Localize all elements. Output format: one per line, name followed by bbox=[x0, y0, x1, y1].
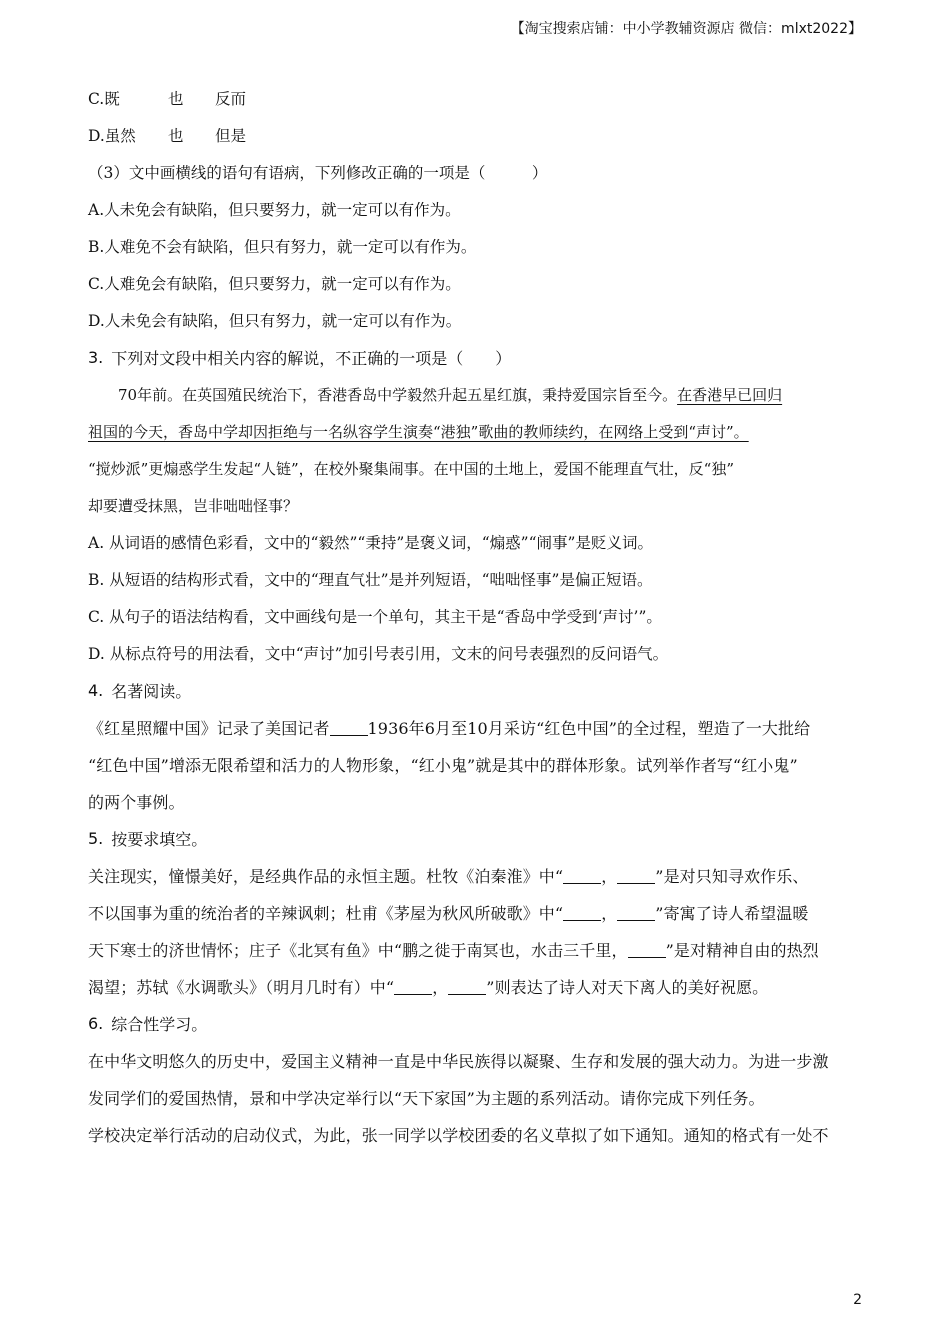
page-number: 2 bbox=[853, 1292, 862, 1308]
q3-option-d: D. 从标点符号的用法看，文中“声讨”加引号表引用，文末的问号表强烈的反问语气。 bbox=[88, 644, 669, 663]
q5-title bbox=[88, 820, 864, 857]
question-number: 5. bbox=[88, 829, 104, 848]
paragraph-text: 不以国事为重的统治者的辛辣讽刺；杜甫《茅屋为秋风所破歌》中“ bbox=[88, 904, 564, 923]
q3-option-b: B. 从短语的结构形式看，文中的“理直气壮”是并列短语，“咄咄怪事”是偏正短语。 bbox=[88, 570, 653, 589]
fill-blank[interactable] bbox=[394, 978, 432, 995]
q2-3-stem: （3）文中画横线的语句有语病，下列修改正确的一项是（ ） bbox=[88, 163, 548, 182]
paragraph-text: ”是对只知寻欢作乐、 bbox=[655, 867, 809, 886]
q3-passage-line-2 bbox=[88, 413, 864, 450]
q5-line-3 bbox=[88, 931, 864, 968]
question-number: 3. bbox=[88, 348, 104, 367]
q3-option-a: A. 从词语的感情色彩看，文中的“毅然”“秉持”是褒义词，“煽惑”“闹事”是贬义词。 bbox=[88, 533, 653, 552]
question-text: 名著阅读。 bbox=[111, 682, 192, 701]
option-text: 但是 bbox=[215, 126, 247, 145]
q6-title bbox=[88, 1005, 864, 1042]
q3-passage-line-3: “搅炒派”更煽惑学生发起“人链”，在校外聚集闹事。在中国的土地上，爱国不能理直气壮，反“独” bbox=[88, 460, 735, 478]
fill-blank[interactable] bbox=[448, 978, 486, 995]
document-body bbox=[88, 80, 864, 1153]
q2-3-option-c: C.人难免会有缺陷，但只要努力，就一定可以有作为。 bbox=[88, 274, 461, 293]
paragraph-text: 关注现实，憧憬美好，是经典作品的永恒主题。杜牧《泊秦淮》中“ bbox=[88, 867, 564, 886]
option-text: C.既 bbox=[88, 89, 120, 108]
q4-line-3: 的两个事例。 bbox=[88, 793, 185, 812]
q3-passage-line-1 bbox=[88, 376, 864, 413]
question-number: 6. bbox=[88, 1014, 104, 1033]
q6-line-2: 发同学们的爱国热情，景和中学决定举行以“天下家国”为主题的系列活动。请你完成下列任务。 bbox=[88, 1089, 765, 1108]
paragraph-text: 《红星照耀中国》记录了美国记者 bbox=[88, 719, 330, 738]
paragraph-text: 渴望；苏轼《水调歌头》（明月几时有）中“ bbox=[88, 978, 395, 997]
question-text: 综合性学习。 bbox=[111, 1015, 208, 1034]
option-text: 也 bbox=[168, 89, 184, 108]
option-d-prev bbox=[88, 117, 864, 154]
question-number: 4. bbox=[88, 681, 104, 700]
paragraph-text: 1936年6月至10月采访“红色中国”的全过程，塑造了一大批给 bbox=[367, 719, 811, 738]
q2-3-option-a: A.人未免会有缺陷，但只要努力，就一定可以有作为。 bbox=[88, 200, 461, 219]
q5-line-4 bbox=[88, 968, 864, 1005]
fill-blank[interactable] bbox=[617, 904, 655, 921]
underlined-sentence: 祖国的今天，香岛中学却因拒绝与一名纵容学生演奏“港独”歌曲的教师续约，在网络上受到“声讨”。 bbox=[88, 423, 749, 441]
q2-3-option-b: B.人难免不会有缺陷，但只有努力，就一定可以有作为。 bbox=[88, 237, 477, 256]
fill-blank[interactable] bbox=[563, 867, 601, 884]
q4-title bbox=[88, 672, 864, 709]
q6-line-3: 学校决定举行活动的启动仪式，为此，张一同学以学校团委的名义草拟了如下通知。通知的格式有一处不 bbox=[88, 1126, 829, 1145]
paragraph-text: ”是对精神自由的热烈 bbox=[665, 941, 819, 960]
paragraph-text: ”寄寓了诗人希望温暖 bbox=[655, 904, 809, 923]
fill-blank[interactable] bbox=[617, 867, 655, 884]
option-text: 也 bbox=[168, 126, 184, 145]
paragraph-text: 天下寒士的济世情怀；庄子《北冥有鱼》中“鹏之徙于南冥也，水击三千里， bbox=[88, 941, 628, 960]
underlined-sentence: 在香港早已回归 bbox=[677, 386, 783, 404]
passage-text: 70年前。在英国殖民统治下，香港香岛中学毅然升起五星红旗，秉持爱国宗旨至今。 bbox=[118, 386, 678, 404]
paragraph-text: ， bbox=[601, 904, 618, 923]
fill-blank[interactable] bbox=[563, 904, 601, 921]
option-text: 反而 bbox=[215, 89, 247, 108]
fill-blank[interactable] bbox=[628, 941, 666, 958]
question-text: 按要求填空。 bbox=[111, 830, 208, 849]
q3-passage-line-4: 却要遭受抹黑，岂非咄咄怪事？ bbox=[88, 497, 299, 515]
page-header: 【淘宝搜索店铺：中小学教辅资源店 微信：mlxt2022】 bbox=[510, 21, 862, 37]
q4-line-2: “红色中国”增添无限希望和活力的人物形象，“红小鬼”就是其中的群体形象。试列举作者写“红小鬼” bbox=[88, 756, 798, 775]
q2-3-option-d: D.人未免会有缺陷，但只有努力，就一定可以有作为。 bbox=[88, 311, 462, 330]
paragraph-text: ， bbox=[601, 867, 618, 886]
option-c-prev bbox=[88, 80, 864, 117]
q4-line-1 bbox=[88, 709, 864, 746]
q5-line-1 bbox=[88, 857, 864, 894]
option-text: D.虽然 bbox=[88, 126, 136, 145]
q5-line-2 bbox=[88, 894, 864, 931]
paragraph-text: ， bbox=[432, 978, 449, 997]
question-text: 下列对文段中相关内容的解说，不正确的一项是（ ） bbox=[111, 349, 512, 368]
paragraph-text: ”则表达了诗人对天下离人的美好祝愿。 bbox=[486, 978, 769, 997]
fill-blank[interactable] bbox=[330, 719, 368, 736]
q3-option-c: C. 从句子的语法结构看，文中画线句是一个单句，其主干是“香岛中学受到‘声讨’”。 bbox=[88, 607, 662, 626]
q3-title bbox=[88, 339, 864, 376]
q6-line-1: 在中华文明悠久的历史中，爱国主义精神一直是中华民族得以凝聚、生存和发展的强大动力。为进一步激 bbox=[88, 1052, 829, 1071]
